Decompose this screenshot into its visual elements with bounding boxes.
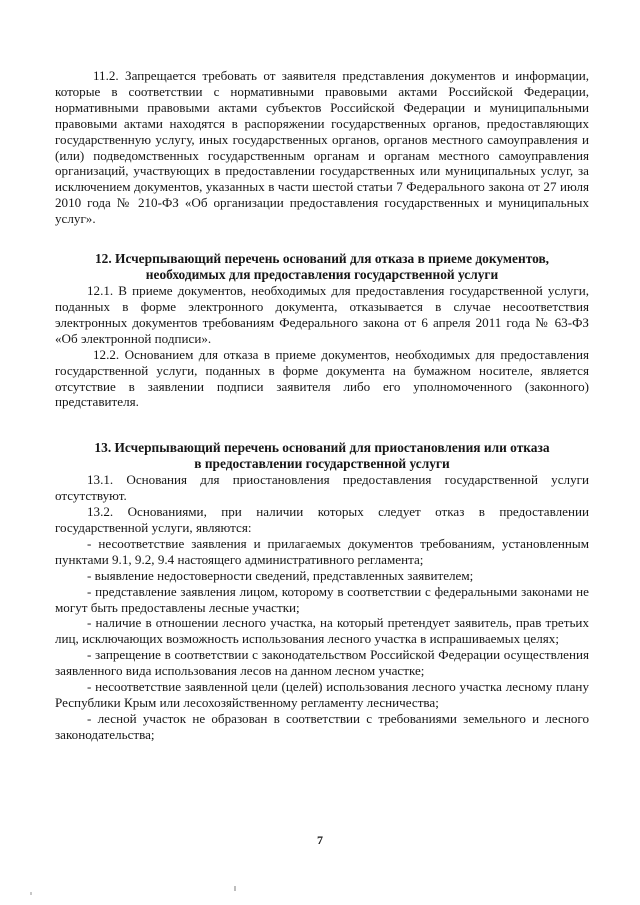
heading-12-line2: необходимых для предоставления государственной услуги xyxy=(145,267,499,283)
paragraph-13-1: 13.1. Основания для приостановления предоставления государственной услуги отсутствуют. xyxy=(55,472,589,504)
list-item: - несоответствие заявленной цели (целей) использования лесного участка лесному плану Республики Крым или лесохозяйственному регламенту лесничества; xyxy=(55,679,589,710)
heading-12-line1: 12. Исчерпывающий перечень оснований для отказа в приеме документов, xyxy=(94,251,550,267)
list-item: - лесной участок не образован в соответствии с требованиями земельного и лесного законодательства; xyxy=(55,710,589,742)
paragraph-12-2: 12.2. Основанием для отказа в приеме документов, необходимых для предоставления государственной услуги, поданных в форме документа на бумажном носителе, является отсутствие в заявлении подписи заявителя либо его уполномоченного (законного) представителя. xyxy=(55,346,589,410)
list-item: - наличие в отношении лесного участка, на который претендует заявитель, прав третьих лиц, исключающих возможность использования лесного участка в испрашиваемых целях; xyxy=(55,615,589,647)
heading-section-13 xyxy=(55,440,589,472)
list-item: - представление заявления лицом, которому в соответствии с федеральными законами не могут быть предоставлены лесные участки; xyxy=(55,583,589,615)
list-item: - выявление недостоверности сведений, представленных заявителем; xyxy=(87,567,474,583)
heading-13-line2: в предоставлении государственной услуги xyxy=(194,456,450,472)
heading-13-line1: 13. Исчерпывающий перечень оснований для приостановления или отказа xyxy=(94,440,550,456)
paragraph-13-2: 13.2. Основаниями, при наличии которых следует отказ в предоставлении государственной услуги, являются: xyxy=(55,504,589,536)
document-body xyxy=(55,68,589,743)
paragraph-12-1: 12.1. В приеме документов, необходимых для предоставления государственной услуги, поданных в форме электронного документа, отказывается в случае несоответствия электронных документов требованиям Федерального закона от 6 апреля 2011 года № 63-ФЗ «Об электронной подписи». xyxy=(55,283,589,346)
list-item: - запрещение в соответствии с законодательством Российской Федерации осуществления заявленного вида использования лесов на данном лесном участке; xyxy=(55,647,589,679)
scan-artifact xyxy=(30,892,32,895)
heading-section-12 xyxy=(55,251,589,283)
list-item: - несоответствие заявления и прилагаемых документов требованиям, установленным пунктами 9.1, 9.2, 9.4 настоящего административного регламента; xyxy=(55,535,589,567)
paragraph-11-2: 11.2. Запрещается требовать от заявителя представления документов и информации, которые в соответствии с нормативными правовыми актами Российской Федерации, нормативными правовыми актами субъектов Российской Федерации и муниципальными правовыми актами находятся в распоряжении государственных органов, предоставляющих государственную услугу, иных государственных органов, органов местного самоуправления и (или) подведомственных государственным органам и органам местного самоуправления организаций, участвующих в предоставлении государственных или муниципальных услуг, за исключением документов, указанных в части шестой статьи 7 Федерального закона от 27 июля 2010 года № 210-ФЗ «Об организации предоставления государственных и муниципальных услуг». xyxy=(55,68,589,227)
page-number: 7 xyxy=(317,833,323,847)
scan-artifact xyxy=(234,886,236,891)
